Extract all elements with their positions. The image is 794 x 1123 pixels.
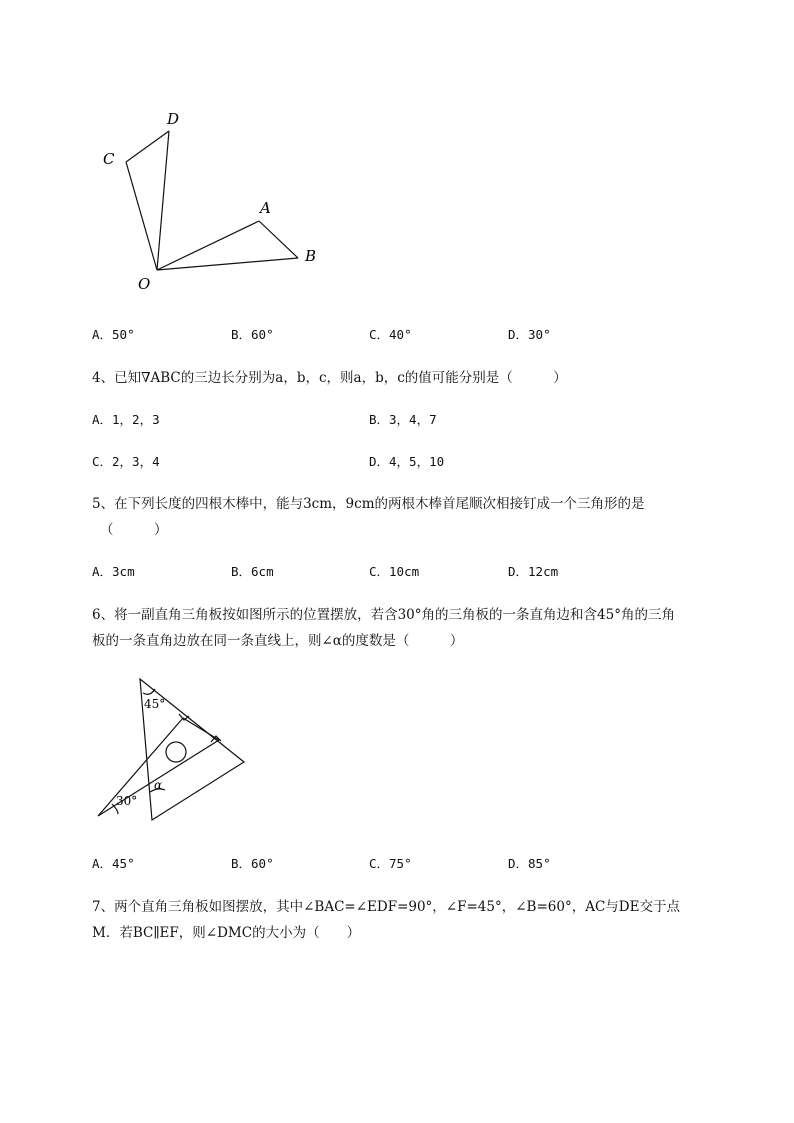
label-a: A [260,199,271,217]
triangle-hole [166,742,186,762]
q4-option-b: B．3，4，7 [369,412,437,427]
q3-option-b: B．60° [231,327,274,342]
q5-option-a: A．3cm [92,564,135,579]
q7-question-line1: 7、两个直角三角板如图摆放，其中∠BAC=∠EDF=90°，∠F=45°，∠B=60°，AC与DE交于点 [92,899,680,915]
q4-option-d: D．4，5，10 [369,454,445,469]
label-30: 30° [116,794,138,808]
label-d: D [167,110,180,128]
q3-option-a: A．50° [92,327,135,342]
q4-option-a: A．1，2，3 [92,412,160,427]
q5-question-line2: （ ） [100,522,168,538]
q3-option-c: C．40° [369,327,412,342]
label-alpha: α [154,778,163,792]
label-c: C [103,150,115,168]
q6-option-b: B．60° [231,856,274,871]
right-angle-mark-1 [179,714,189,720]
q5-option-d: D．12cm [508,564,559,579]
q7-question-line2: M．若BC∥EF，则∠DMC的大小为（ ） [92,925,361,941]
label-o: O [138,275,151,293]
q5-option-c: C．10cm [369,564,420,579]
q6-option-d: D．85° [508,856,551,871]
q6-question-line2: 板的一条直角边放在同一条直线上，则∠α的度数是（ ） [92,633,464,649]
q6-option-c: C．75° [369,856,412,871]
q5-option-b: B．6cm [231,564,274,579]
label-45: 45° [144,697,166,711]
q3-option-d: D．30° [508,327,551,342]
q4-question: 4、已知∇ABC的三边长分别为a，b，c，则a，b，c的值可能分别是（ ） [92,370,567,386]
q6-question-line1: 6、将一副直角三角板按如图所示的位置摆放，若含30°角的三角板的一条直角边和含45°角的三角 [92,607,675,623]
label-b: B [305,247,317,265]
q6-option-a: A．45° [92,856,135,871]
q4-option-c: C．2，3，4 [92,454,160,469]
q5-question-line1: 5、在下列长度的四根木棒中，能与3cm，9cm的两根木棒首尾顺次相接钉成一个三角形的是 [92,496,645,512]
